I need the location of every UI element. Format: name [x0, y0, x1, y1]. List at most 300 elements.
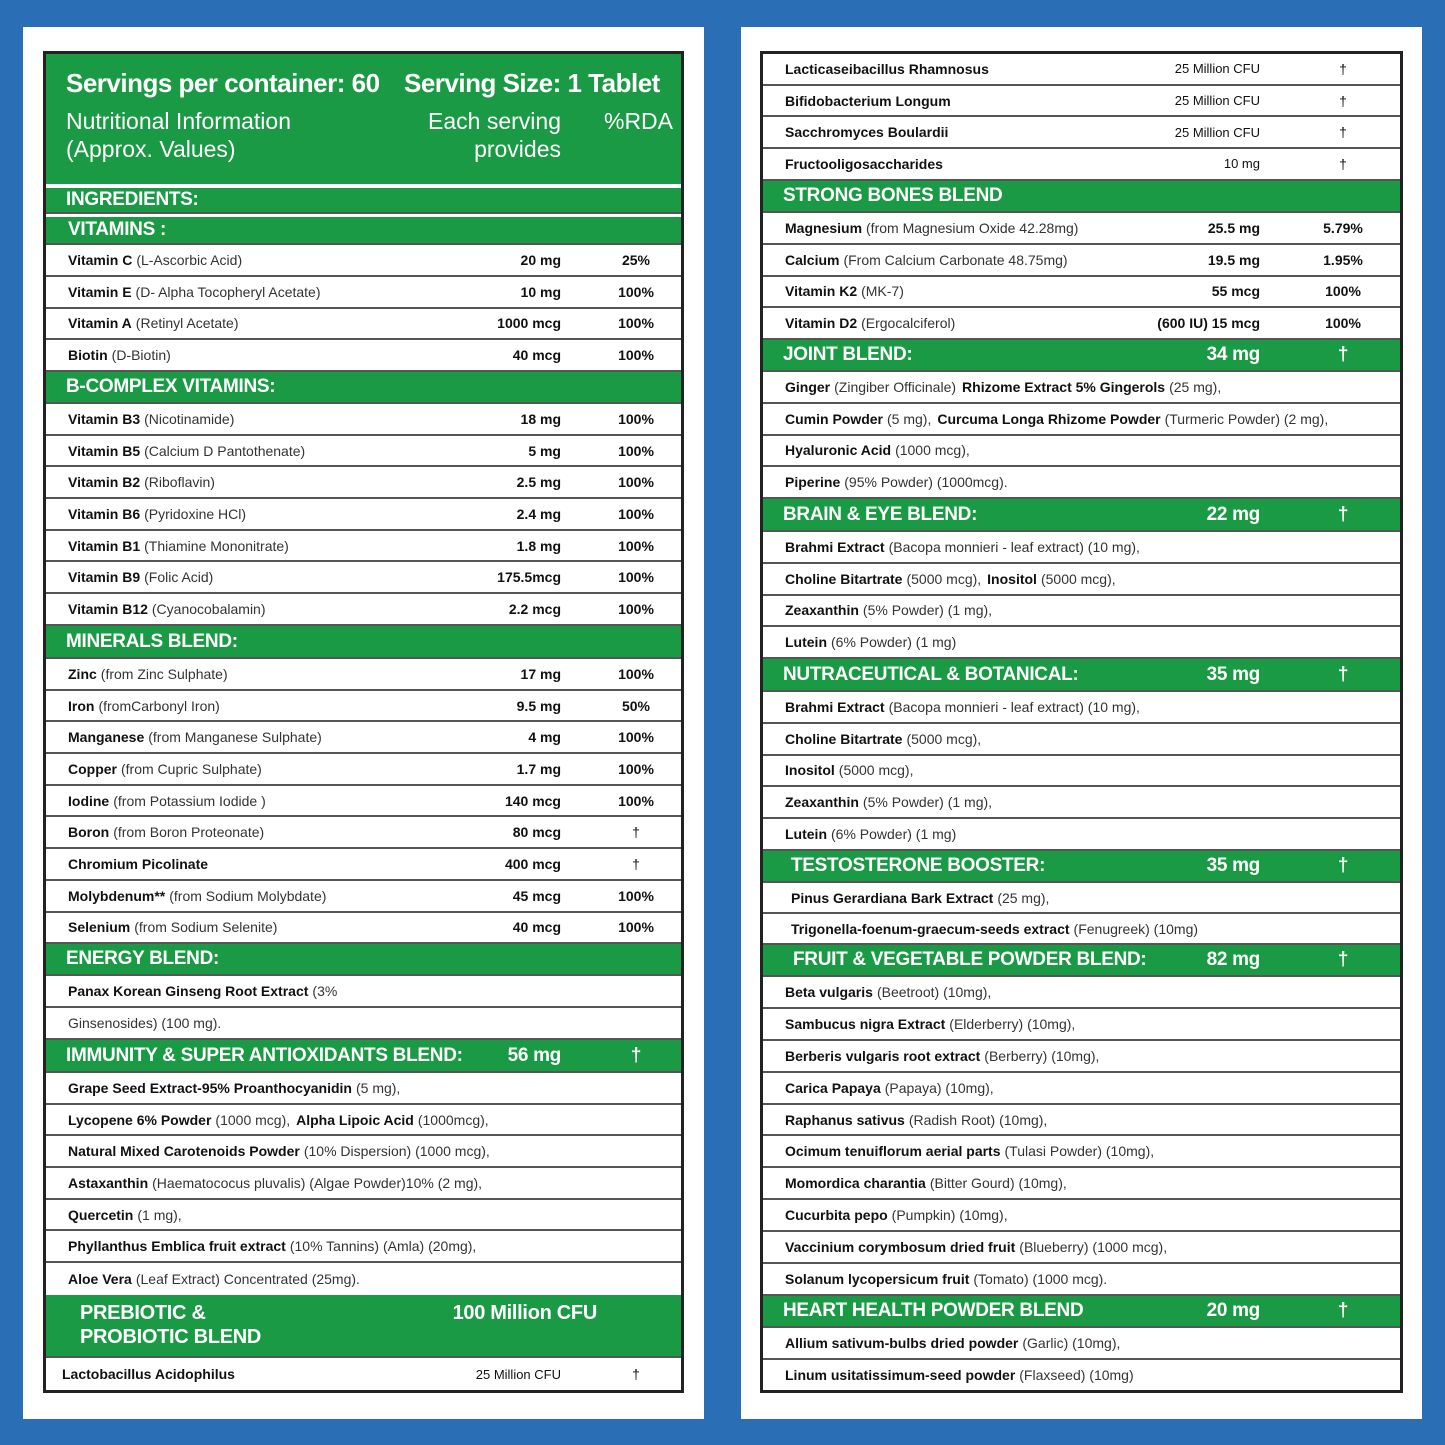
ingredient-detail: Ginsenosides) (100 mg). — [68, 1015, 222, 1031]
nutri-info-line1: Nutritional Information — [66, 108, 291, 134]
ingredient-row — [46, 849, 681, 881]
ingredient-detail: (Fenugreek) (10mg) — [1073, 920, 1199, 937]
ingredient-amount: 175.5mcg — [497, 569, 561, 586]
ingredient-row — [763, 883, 1400, 914]
ingredient-title: Vitamin A — [68, 315, 132, 332]
ingredient-detail: (25 mg), — [997, 889, 1050, 906]
ingredient-row — [763, 245, 1400, 277]
ingredient-name — [785, 1232, 1167, 1262]
ingredient-row — [763, 977, 1400, 1009]
ingredient-title: Lutein — [785, 634, 827, 651]
ingredient-amount: 45 mcg — [512, 887, 561, 904]
ingredient-amount: 40 mcg — [512, 347, 561, 364]
ingredient-row — [46, 913, 681, 945]
ingredient-detail: (Bacopa monnieri - leaf extract) (10 mg), — [888, 538, 1140, 555]
ingredient-detail-2: (5000 mcg), — [1040, 570, 1116, 587]
ingredient-rda: 100% — [618, 283, 654, 300]
ingredient-name — [68, 818, 264, 848]
ingredient-row — [46, 659, 681, 691]
ingredient-amount: 25 Million CFU — [1174, 124, 1260, 140]
ingredient-name — [785, 277, 904, 307]
ingredient-detail: (Berberry) (10mg), — [984, 1047, 1100, 1064]
ingredient-name — [785, 1073, 994, 1103]
ingredient-detail: (5% Powder) (1 mg), — [862, 602, 993, 619]
ingredient-detail: (Haematococus pluvalis) (Algae Powder)10% (2 mg), — [152, 1174, 483, 1191]
ingredient-rda: † — [1339, 92, 1347, 109]
ingredient-name — [68, 467, 215, 497]
ingredient-name — [785, 596, 992, 626]
ingredient-title-2: Curcuma Longa Rhizome Powder — [937, 410, 1161, 427]
ingredient-title: Zeaxanthin — [785, 794, 859, 811]
ingredient-row — [763, 756, 1400, 788]
ingredient-title: Selenium — [68, 919, 131, 936]
ingredient-amount: 9.5 mg — [516, 697, 561, 714]
ingredient-detail: (5% Powder) (1 mg), — [862, 794, 993, 811]
ingredient-title: Phyllanthus Emblica fruit extract — [68, 1238, 286, 1255]
ingredient-rda: † — [1339, 124, 1347, 141]
ingredient-rda: 1.95% — [1323, 251, 1363, 268]
ingredient-title: Brahmi Extract — [785, 698, 885, 715]
ingredient-name — [785, 213, 1078, 243]
ingredient-row — [46, 976, 681, 1008]
ingredient-detail: (Pumpkin) (10mg), — [891, 1207, 1008, 1224]
ingredient-row — [46, 277, 681, 309]
ingredient-amount: 20 mg — [520, 251, 561, 268]
ingredient-name — [785, 54, 989, 84]
ingredient-name — [791, 883, 1049, 912]
ingredient-title: Manganese — [68, 729, 145, 746]
ingredient-name — [68, 1105, 489, 1135]
ingredient-row — [763, 1168, 1400, 1200]
ingredient-detail: (95% Powder) (1000mcg). — [844, 474, 1008, 491]
ingredient-title: Vitamin B12 — [68, 601, 148, 618]
ingredient-detail: (Tomato) (1000 mcg). — [973, 1271, 1108, 1288]
ingredient-title: Allium sativum-bulbs dried powder — [785, 1334, 1019, 1351]
ingredient-title: Copper — [68, 760, 117, 777]
rda-header: %RDA — [604, 108, 674, 134]
ingredient-title: Raphanus sativus — [785, 1111, 905, 1128]
ingredient-name — [785, 117, 948, 147]
ingredient-detail: (Ergocalciferol) — [861, 315, 956, 332]
ingredient-title: Choline Bitartrate — [785, 730, 903, 747]
ingredient-name — [68, 309, 239, 339]
ingredient-name — [785, 724, 981, 754]
ingredient-name — [785, 245, 1068, 275]
ingredient-name — [785, 756, 913, 786]
ingredient-row — [763, 467, 1400, 499]
ingredient-row — [46, 1073, 681, 1105]
ingredient-rda: 100% — [618, 601, 654, 618]
ingredients-heading: INGREDIENTS: — [46, 188, 681, 214]
ingredient-title: Vitamin C — [68, 251, 133, 268]
ingredient-amount: 19.5 mg — [1207, 251, 1260, 268]
ingredient-row — [46, 245, 681, 277]
ingredient-amount: 140 mcg — [504, 792, 561, 809]
ingredient-title: Astaxanthin — [68, 1174, 149, 1191]
ingredient-title: Iodine — [68, 792, 110, 809]
ingredient-row — [46, 1232, 681, 1264]
nutrition-table-left — [43, 51, 684, 1393]
ingredient-detail: (6% Powder) (1 mg) — [831, 634, 957, 651]
ingredient-row — [763, 1360, 1400, 1392]
ingredient-detail: (Garlic) (10mg), — [1022, 1334, 1121, 1351]
ingredient-name — [785, 787, 992, 817]
ingredient-amount: 2.4 mg — [516, 505, 561, 522]
serving-size: Serving Size: 1 Tablet — [404, 68, 660, 98]
ingredient-title: Trigonella-foenum-graecum-seeds extract — [791, 920, 1070, 937]
ingredient-name — [785, 1137, 1154, 1167]
joint-heading: JOINT BLEND: 34 mg † — [763, 340, 1400, 372]
ingredient-detail: (from Boron Proteonate) — [113, 824, 265, 841]
ingredient-row — [46, 467, 681, 499]
ingredient-row — [763, 86, 1400, 118]
ingredient-row — [763, 532, 1400, 564]
ingredient-name — [68, 1136, 490, 1166]
ingredient-title: Momordica charantia — [785, 1175, 926, 1192]
ingredient-amount: 2.2 mcg — [508, 601, 561, 618]
ingredient-rda: 100% — [618, 729, 654, 746]
ingredient-title: Lacticaseibacillus Rhamnosus — [785, 60, 989, 77]
ingredient-detail: (Bitter Gourd) (10mg), — [929, 1175, 1067, 1192]
ingredient-name — [68, 1073, 400, 1103]
heart-heading: HEART HEALTH POWDER BLEND 20 mg † — [763, 1296, 1400, 1328]
ingredient-row — [46, 404, 681, 436]
ingredient-name — [785, 149, 943, 179]
ingredient-title: Cucurbita pepo — [785, 1207, 888, 1224]
ingredient-title-2: Alpha Lipoic Acid — [296, 1111, 414, 1128]
ingredient-detail: (Tulasi Powder) (10mg), — [1004, 1143, 1155, 1160]
ingredient-name — [791, 914, 1198, 943]
ingredient-title: Boron — [68, 824, 110, 841]
ingredient-amount: 1000 mcg — [497, 315, 561, 332]
ingredient-detail: (D- Alpha Tocopheryl Acetate) — [135, 283, 321, 300]
ingredient-amount: 4 mg — [528, 729, 561, 746]
ingredient-detail: (10% Dispersion) (1000 mcg), — [303, 1143, 490, 1160]
ingredient-name — [785, 532, 1140, 562]
ingredient-title: Sambucus nigra Extract — [785, 1015, 946, 1032]
ingredient-title: Bifidobacterium Longum — [785, 92, 951, 109]
ingredient-detail: (Beetroot) (10mg), — [876, 983, 992, 1000]
ingredient-title: Vitamin K2 — [785, 283, 858, 300]
ingredient-name — [68, 659, 228, 689]
ingredient-row — [763, 1073, 1400, 1105]
ingredient-title: Aloe Vera — [68, 1271, 132, 1288]
ingredient-row — [763, 914, 1400, 945]
ingredient-row — [46, 786, 681, 818]
ingredient-row — [763, 596, 1400, 628]
ingredient-title: Grape Seed Extract-95% Proanthocyanidin — [68, 1079, 352, 1096]
bones-heading: STRONG BONES BLEND — [763, 181, 1400, 213]
ingredient-title: Hyaluronic Acid — [785, 442, 892, 459]
minerals-heading: MINERALS BLEND: — [46, 626, 681, 659]
ingredient-title: Cumin Powder — [785, 410, 884, 427]
ingredient-detail: (Leaf Extract) Concentrated (25mg). — [135, 1271, 360, 1288]
ingredient-detail: (5000 mcg), — [906, 730, 982, 747]
servings-per-container: Servings per container: 60 — [66, 68, 380, 98]
ingredient-row — [46, 722, 681, 754]
ingredient-amount: (600 IU) 15 mcg — [1157, 315, 1260, 332]
ingredient-rda: † — [1339, 60, 1347, 77]
ingredient-name — [785, 1360, 1134, 1392]
ingredient-rda: 100% — [1325, 283, 1361, 300]
ingredient-name — [785, 467, 1008, 497]
ingredient-detail: (Pyridoxine HCl) — [144, 505, 247, 522]
ingredient-row — [46, 531, 681, 563]
ingredient-detail: (5000 mcg), — [906, 570, 982, 587]
ingredient-title: Molybdenum** — [68, 887, 166, 904]
ingredient-detail: (MK-7) — [861, 283, 904, 300]
ingredient-detail: (Zingiber Officinale) — [834, 378, 957, 395]
ingredient-row — [763, 1232, 1400, 1264]
ingredient-rda: 100% — [618, 760, 654, 777]
ingredient-row — [763, 436, 1400, 468]
ingredient-rda: 100% — [618, 569, 654, 586]
ingredient-row — [763, 1137, 1400, 1169]
ingredient-detail: (5 mg), — [887, 410, 932, 427]
ingredient-detail: (Thiamine Mononitrate) — [144, 537, 289, 554]
ingredient-title: Vitamin B1 — [68, 537, 141, 554]
ingredient-name — [68, 881, 326, 911]
ingredient-rda: 100% — [618, 505, 654, 522]
ingredient-row — [763, 564, 1400, 596]
ingredient-row — [46, 1105, 681, 1137]
left-panel — [23, 27, 704, 1419]
each-serving-line1: Each serving — [428, 108, 561, 134]
ingredient-title: Vitamin D2 — [785, 315, 858, 332]
ingredient-rda: 100% — [618, 537, 654, 554]
ingredient-title: Inositol — [785, 762, 835, 779]
ingredient-rda: 100% — [1325, 315, 1361, 332]
ingredient-detail: (1000 mcg), — [215, 1111, 291, 1128]
ingredient-title: Piperine — [785, 474, 841, 491]
ingredient-title: Vitamin B6 — [68, 505, 141, 522]
ingredient-title: Carica Papaya — [785, 1079, 881, 1096]
ingredient-title: Zeaxanthin — [785, 602, 859, 619]
ingredient-name — [785, 1264, 1107, 1294]
ingredient-amount: 55 mcg — [1211, 283, 1260, 300]
ingredient-name — [785, 436, 970, 466]
ingredient-detail: (1 mg), — [137, 1206, 182, 1223]
ingredient-row — [763, 1264, 1400, 1296]
ingredient-name — [68, 913, 277, 943]
ingredient-amount: 25 Million CFU — [1174, 61, 1260, 77]
ingredient-row — [763, 1041, 1400, 1073]
ingredient-name — [785, 692, 1140, 722]
ingredient-detail: (Elderberry) (10mg), — [949, 1015, 1076, 1032]
ingredient-row — [763, 1009, 1400, 1041]
ingredient-row — [46, 1168, 681, 1200]
nutrition-table-right — [760, 51, 1403, 1393]
ingredient-name — [785, 1041, 1099, 1071]
ingredient-detail-2: (25 mg), — [1169, 378, 1222, 395]
ingredient-amount: 1.7 mg — [516, 760, 561, 777]
ingredient-row — [46, 340, 681, 372]
ingredient-row — [46, 563, 681, 595]
ingredient-row — [46, 309, 681, 341]
ingredient-rda: 100% — [618, 887, 654, 904]
ingredient-name — [68, 1263, 360, 1295]
ingredient-detail: (Folic Acid) — [144, 569, 214, 586]
ingredient-title: Berberis vulgaris root extract — [785, 1047, 981, 1064]
ingredient-row — [46, 436, 681, 468]
ingredient-detail: (Papaya) (10mg), — [884, 1079, 994, 1096]
ingredient-detail: (from Zinc Sulphate) — [100, 665, 228, 682]
ingredient-rda: 100% — [618, 347, 654, 364]
ingredient-row — [763, 627, 1400, 659]
ingredient-detail: (from Sodium Molybdate) — [169, 887, 327, 904]
ingredient-title: Pinus Gerardiana Bark Extract — [791, 889, 994, 906]
each-serving-line2: provides — [474, 136, 561, 162]
ingredient-title: Calcium — [785, 251, 840, 268]
ingredient-name — [785, 627, 956, 657]
ingredient-amount: 5 mg — [528, 442, 561, 459]
ingredient-amount: 1.8 mg — [516, 537, 561, 554]
ingredient-name — [785, 1328, 1120, 1358]
immunity-heading: IMMUNITY & SUPER ANTIOXIDANTS BLEND: 56 mg † — [46, 1040, 681, 1073]
ingredient-name — [68, 245, 242, 275]
ingredient-name — [68, 1200, 182, 1230]
ingredient-title: Magnesium — [785, 219, 863, 236]
ingredient-name — [68, 277, 321, 307]
ingredient-name — [68, 976, 337, 1006]
ingredient-detail: (Cyanocobalamin) — [151, 601, 266, 618]
ingredient-row — [46, 1136, 681, 1168]
ingredient-row — [763, 149, 1400, 181]
ingredient-detail: (Radish Root) (10mg), — [908, 1111, 1048, 1128]
ingredient-amount: 2.5 mg — [516, 474, 561, 491]
ingredient-row — [763, 819, 1400, 851]
testo-heading: TESTOSTERONE BOOSTER: 35 mg † — [763, 851, 1400, 883]
ingredient-detail-2: (Turmeric Powder) (2 mg), — [1164, 410, 1329, 427]
ingredient-row — [763, 692, 1400, 724]
ingredient-title: Ocimum tenuiflorum aerial parts — [785, 1143, 1001, 1160]
ingredient-detail-2: (1000mcg), — [417, 1111, 489, 1128]
energy-heading: ENERGY BLEND: — [46, 944, 681, 976]
ingredient-detail: (3% — [312, 983, 338, 999]
ingredient-name — [68, 499, 246, 529]
ingredient-rda: 50% — [621, 697, 651, 714]
ingredient-amount: 400 mcg — [504, 856, 561, 873]
ingredient-name — [68, 404, 234, 434]
ingredient-rda: 100% — [618, 919, 654, 936]
ingredient-amount: 80 mcg — [512, 824, 561, 841]
ingredient-name — [68, 754, 262, 784]
bcomplex-heading: B-COMPLEX VITAMINS: — [46, 372, 681, 404]
ingredient-row — [763, 277, 1400, 309]
ingredient-row — [46, 754, 681, 786]
ingredient-row — [763, 787, 1400, 819]
ingredient-row — [46, 1200, 681, 1232]
ingredient-row — [46, 1008, 681, 1040]
ingredient-name — [785, 86, 951, 116]
ingredient-title: Iron — [68, 697, 95, 714]
ingredient-name — [785, 1168, 1067, 1198]
ingredient-name — [68, 594, 266, 624]
ingredient-detail: (from Manganese Sulphate) — [148, 729, 322, 746]
ingredient-title: Linum usitatissimum-seed powder — [785, 1367, 1016, 1384]
ingredient-row — [46, 499, 681, 531]
right-panel — [741, 27, 1422, 1419]
ingredient-title: Beta vulgaris — [785, 983, 873, 1000]
ingredient-name — [68, 1008, 221, 1038]
ingredient-name — [68, 1232, 476, 1262]
probiotic-row: Lactobacillus Acidophilus 25 Million CFU † — [62, 1366, 640, 1382]
ingredient-amount: 25.5 mg — [1207, 219, 1260, 236]
ingredient-title: Brahmi Extract — [785, 538, 885, 555]
ingredient-detail: (Retinyl Acetate) — [135, 315, 239, 332]
ingredient-rda: † — [1339, 155, 1347, 172]
ingredient-detail: (L-Ascorbic Acid) — [136, 251, 243, 268]
vitamins-heading: VITAMINS : — [46, 217, 681, 245]
ingredient-name — [785, 564, 1116, 594]
ingredient-rda: 100% — [618, 792, 654, 809]
ingredient-name — [68, 722, 322, 752]
ingredient-row — [46, 818, 681, 850]
ingredient-row — [763, 404, 1400, 436]
ingredient-title: Vitamin B2 — [68, 474, 141, 491]
ingredient-title: Zinc — [68, 665, 97, 682]
ingredient-detail: (Blueberry) (1000 mcg), — [1019, 1239, 1168, 1256]
nutra-heading: NUTRACEUTICAL & BOTANICAL: 35 mg † — [763, 659, 1400, 692]
ingredient-row — [763, 213, 1400, 245]
ingredient-amount: 17 mg — [520, 665, 561, 682]
ingredient-title: Lutein — [785, 826, 827, 843]
ingredient-row — [763, 724, 1400, 756]
ingredient-rda: 100% — [618, 315, 654, 332]
ingredient-rda: † — [632, 824, 640, 841]
ingredient-title-2: Inositol — [987, 570, 1037, 587]
ingredient-detail: (D-Biotin) — [111, 347, 171, 364]
ingredient-row — [46, 1263, 681, 1295]
ingredient-name — [68, 691, 220, 721]
ingredient-row — [46, 594, 681, 626]
ingredient-name — [785, 1105, 1047, 1135]
ingredient-name — [785, 977, 991, 1007]
ingredient-amount: 10 mg — [1223, 156, 1260, 172]
ingredient-detail: (from Potassium Iodide ) — [113, 792, 266, 809]
brain-heading: BRAIN & EYE BLEND: 22 mg † — [763, 499, 1400, 532]
ingredient-rda: 100% — [618, 665, 654, 682]
ingredient-row — [46, 691, 681, 723]
ingredient-row — [763, 54, 1400, 86]
nutri-info-line2: (Approx. Values) — [66, 136, 236, 162]
ingredient-detail: (10% Tannins) (Amla) (20mg), — [289, 1238, 477, 1255]
ingredient-title: Vitamin E — [68, 283, 132, 300]
ingredient-name — [785, 1009, 1075, 1039]
ingredient-name — [68, 1168, 482, 1198]
ingredient-name — [68, 531, 289, 561]
ingredient-detail: (fromCarbonyl Iron) — [98, 697, 220, 714]
ingredient-title: Fructooligosaccharides — [785, 155, 943, 172]
ingredient-title-2: Rhizome Extract 5% Gingerols — [962, 378, 1166, 395]
ingredient-amount: 18 mg — [520, 410, 561, 427]
ingredient-row — [46, 881, 681, 913]
ingredient-name — [68, 563, 213, 593]
ingredient-detail: (Nicotinamide) — [144, 410, 235, 427]
ingredient-detail: (6% Powder) (1 mg) — [831, 826, 957, 843]
ingredient-title: Panax Korean Ginseng Root Extract — [68, 983, 309, 999]
ingredient-detail: (Riboflavin) — [144, 474, 215, 491]
ingredient-title: Vitamin B5 — [68, 442, 141, 459]
ingredient-rda: 5.79% — [1323, 219, 1363, 236]
ingredient-title: Vitamin B9 — [68, 569, 141, 586]
ingredient-title: Solanum lycopersicum fruit — [785, 1271, 970, 1288]
ingredient-detail: (From Calcium Carbonate 48.75mg) — [843, 251, 1068, 268]
ingredient-name — [68, 436, 305, 466]
ingredient-name — [785, 404, 1328, 434]
prebiotic-heading: PREBIOTIC & PROBIOTIC BLEND 100 Million CFU — [46, 1295, 681, 1358]
ingredient-name — [68, 786, 266, 816]
